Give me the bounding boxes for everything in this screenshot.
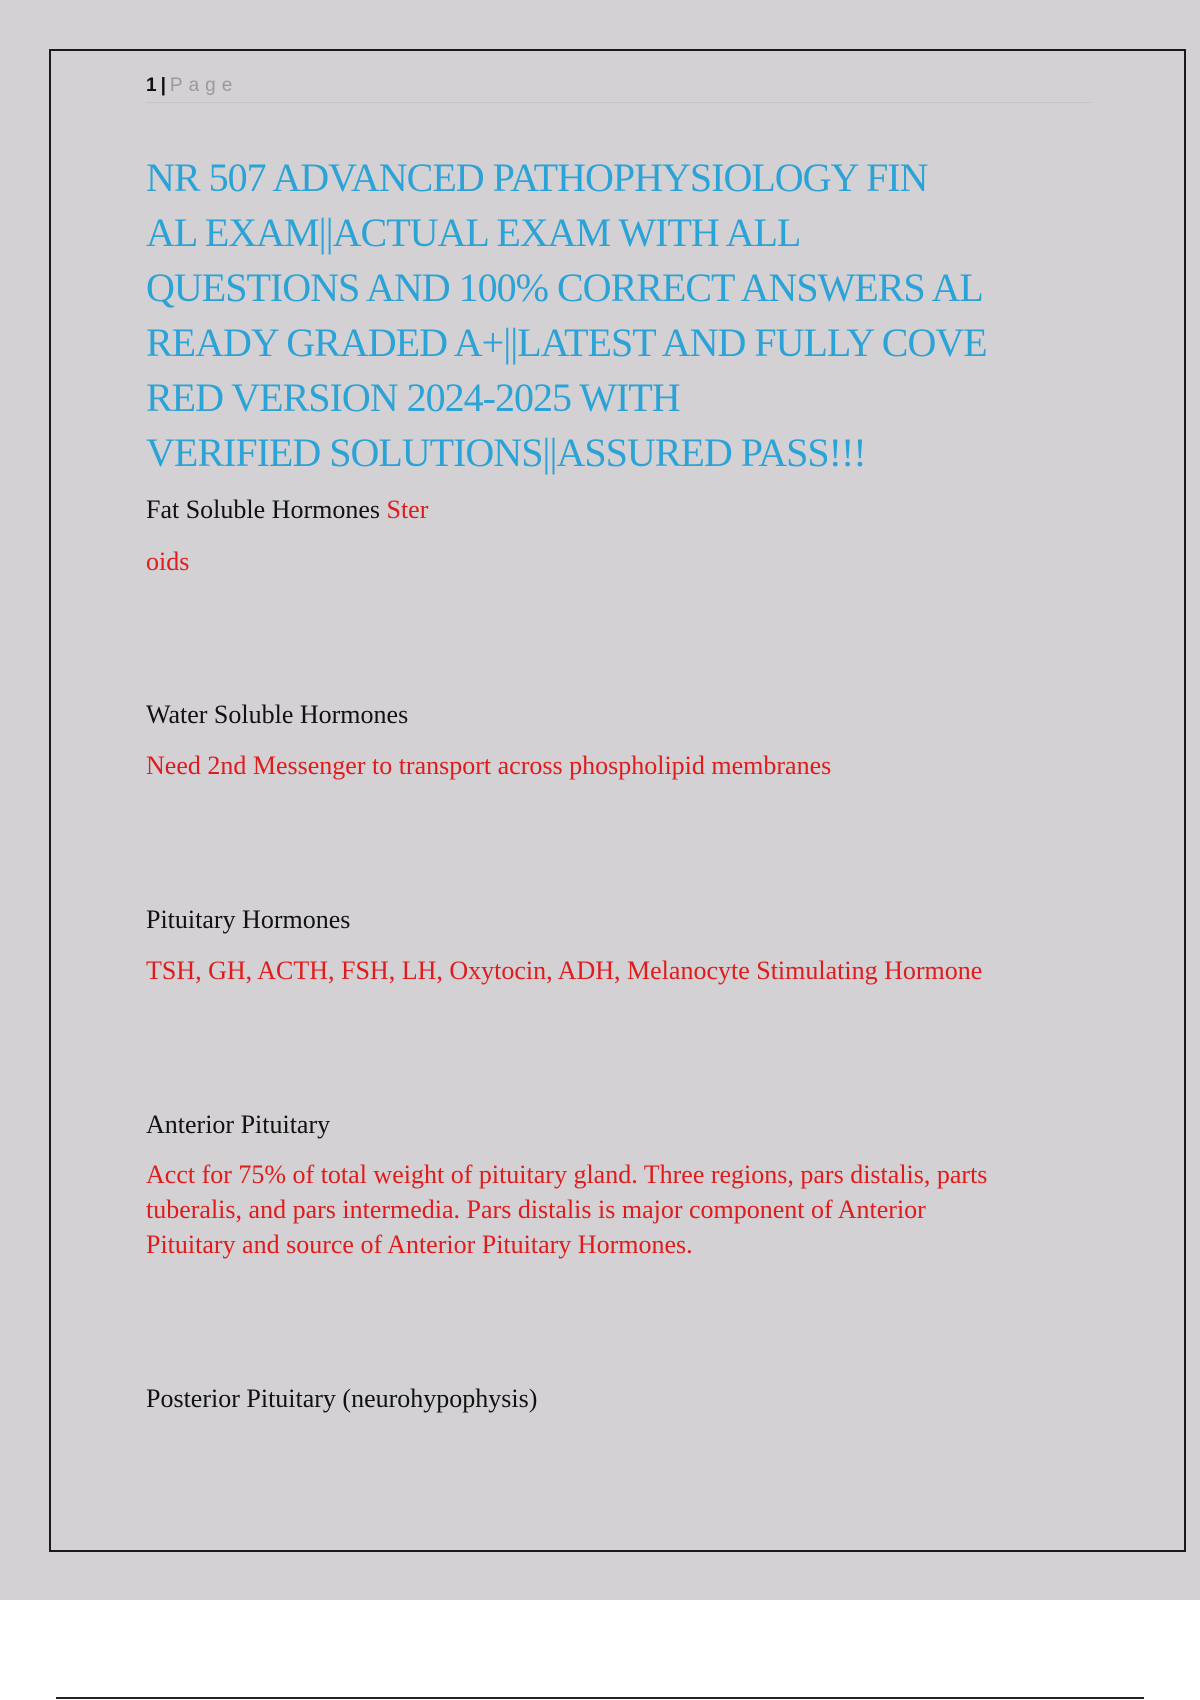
answer-anterior-pituitary [146,1157,1106,1262]
document-title [146,150,1106,480]
title-line: AL EXAM||ACTUAL EXAM WITH ALL [146,210,801,255]
answer-pituitary-hormones: TSH, GH, ACTH, FSH, LH, Oxytocin, ADH, Melanocyte Stimulating Hormone [146,956,983,985]
question-posterior-pituitary: Posterior Pituitary (neurohypophysis) [146,1384,538,1413]
question-pituitary-hormones: Pituitary Hormones [146,905,351,934]
title-line: QUESTIONS AND 100% CORRECT ANSWERS AL [146,265,983,310]
title-line: NR 507 ADVANCED PATHOPHYSIOLOGY FIN [146,155,928,200]
answer-text: Ster [386,495,429,524]
qa-item-fat-soluble [146,492,1106,527]
answer-water-soluble: Need 2nd Messenger to transport across phospholipid membranes [146,751,832,780]
header-separator: | [160,75,166,96]
page-header [146,74,1092,103]
page-number: 1 [146,75,157,96]
qa-item-fat-soluble-continued [146,544,1106,579]
question-water-soluble: Water Soluble Hormones [146,700,409,729]
bottom-rule [56,1697,1144,1699]
answer-line: Acct for 75% of total weight of pituitary gland. Three regions, pars distalis, parts [146,1160,988,1189]
answer-line: tuberalis, and pars intermedia. Pars distalis is major component of Anterior [146,1195,926,1224]
title-line: VERIFIED SOLUTIONS||ASSURED PASS!!! [146,430,866,475]
answer-line: Pituitary and source of Anterior Pituitary Hormones. [146,1230,693,1259]
title-line: RED VERSION 2024-2025 WITH [146,375,680,420]
answer-text: oids [146,547,190,576]
page-label: Page [169,75,239,96]
question-text: Fat Soluble Hormones [146,495,380,524]
question-anterior-pituitary: Anterior Pituitary [146,1110,331,1139]
title-line: READY GRADED A+||LATEST AND FULLY COVE [146,320,987,365]
